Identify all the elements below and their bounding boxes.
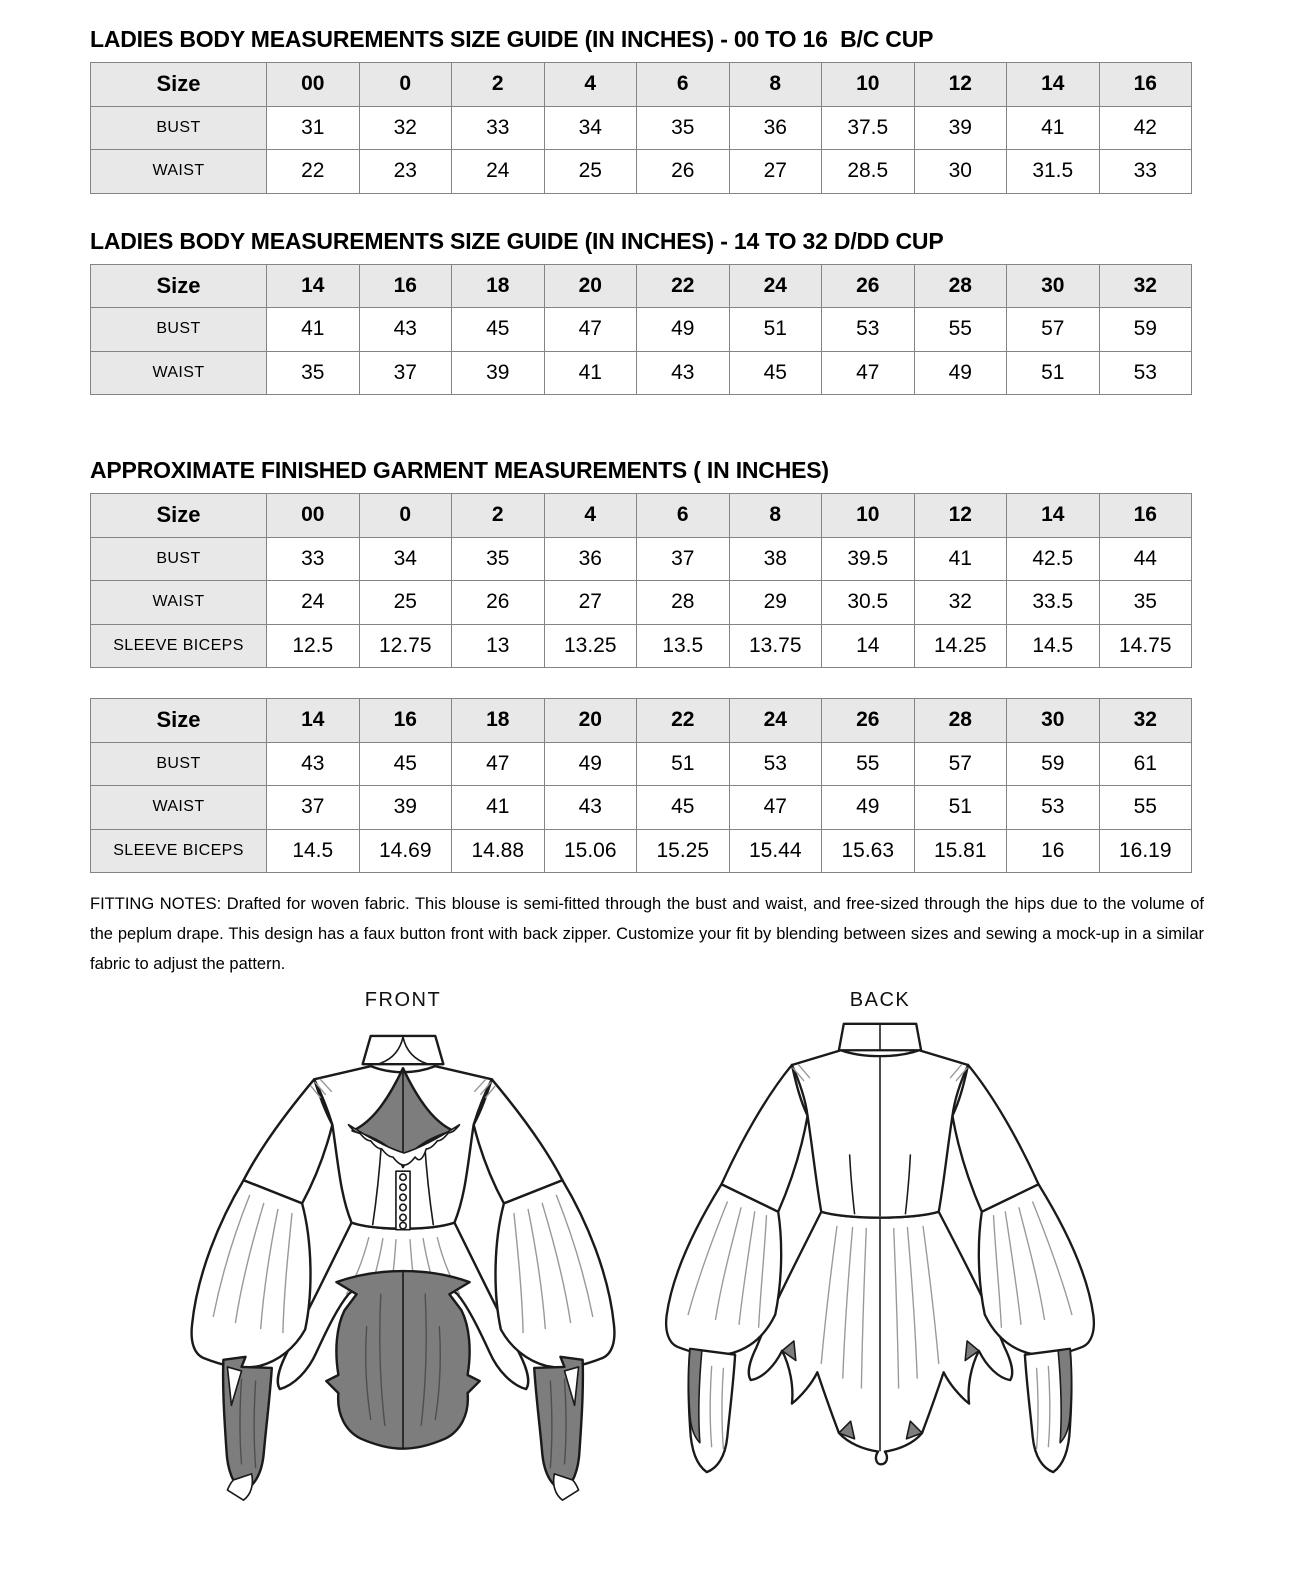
measurement-cell: 55 [822,742,915,786]
measurement-cell: 14.5 [1007,624,1100,668]
size-column-header: 8 [729,494,822,538]
measurement-cell: 32 [914,581,1007,625]
measurement-cell: 53 [1099,351,1192,395]
measurement-row [91,829,1192,873]
button-icon [400,1194,406,1200]
size-column-header: 2 [452,494,545,538]
measurement-row-label: WAIST [91,581,267,625]
fitting-notes: FITTING NOTES: Drafted for woven fabric. This blouse is semi-fitted through the bust and waist, and free-sized through the hips due to the volume of the peplum drape. This design has a faux button front with back zipper. Customize your fit by blending between sizes and sewing a mock-up in a similar fabric to adjust the pattern. [90,895,1204,973]
measurement-row-label: BUST [91,742,267,786]
measurement-cell: 37 [637,537,730,581]
size-column-header: 14 [1007,494,1100,538]
measurement-cell: 16 [1007,829,1100,873]
measurement-cell: 35 [637,106,730,150]
measurement-cell: 14.88 [452,829,545,873]
measurement-cell: 38 [729,537,822,581]
measurement-cell: 15.44 [729,829,822,873]
measurement-cell: 26 [452,581,545,625]
measurement-row [91,537,1192,581]
size-column-header: 32 [1099,699,1192,743]
size-column-header: 6 [637,494,730,538]
size-column-header: 28 [914,264,1007,308]
size-column-header: 6 [637,63,730,107]
measurement-cell: 55 [1099,786,1192,830]
size-header-row [91,264,1192,308]
size-label-header: Size [91,494,267,538]
measurement-cell: 51 [729,308,822,352]
measurement-cell: 34 [544,106,637,150]
measurement-cell: 57 [914,742,1007,786]
section-title-finished-garment: APPROXIMATE FINISHED GARMENT MEASUREMENTS ( IN INCHES) [90,457,829,483]
measurement-cell: 15.63 [822,829,915,873]
measurement-cell: 45 [729,351,822,395]
finished-garment-table-14-32 [90,698,1192,873]
button-icon [400,1214,406,1220]
measurement-cell: 47 [452,742,545,786]
button-icon [400,1174,406,1180]
size-column-header: 26 [822,699,915,743]
front-peplum [278,1223,528,1449]
garment-illustrations [90,989,1208,1516]
measurement-cell: 12.75 [359,624,452,668]
measurement-cell: 44 [1099,537,1192,581]
finished-garment-section [90,457,1208,668]
measurement-cell: 49 [822,786,915,830]
size-header-row [91,494,1192,538]
measurement-cell: 39 [914,106,1007,150]
measurement-cell: 45 [637,786,730,830]
back-bodice [792,1024,968,1218]
measurement-row-label: BUST [91,537,267,581]
front-left-bell-flounce [192,1180,311,1367]
measurement-cell: 42.5 [1007,537,1100,581]
measurement-cell: 41 [1007,106,1100,150]
size-column-header: 28 [914,699,1007,743]
measurement-cell: 41 [267,308,360,352]
measurement-cell: 45 [359,742,452,786]
size-header-row [91,63,1192,107]
size-column-header: 10 [822,494,915,538]
measurement-cell: 39 [359,786,452,830]
size-label-header: Size [91,63,267,107]
size-column-header: 22 [637,699,730,743]
measurement-cell: 55 [914,308,1007,352]
size-column-header: 0 [359,494,452,538]
measurement-cell: 36 [729,106,822,150]
measurement-cell: 53 [1007,786,1100,830]
finished-garment-extended-section [90,698,1208,873]
measurement-cell: 23 [359,150,452,194]
size-column-header: 14 [267,699,360,743]
measurement-cell: 51 [1007,351,1100,395]
measurement-cell: 14.25 [914,624,1007,668]
measurement-cell: 24 [452,150,545,194]
measurement-cell: 53 [729,742,822,786]
measurement-cell: 34 [359,537,452,581]
section-title-bc-cup: LADIES BODY MEASUREMENTS SIZE GUIDE (IN INCHES) - 00 TO 16 B/C CUP [90,26,934,52]
measurement-cell: 16.19 [1099,829,1192,873]
measurement-cell: 14 [822,624,915,668]
body-measurements-bc-cup-table [90,62,1192,194]
measurement-row-label: SLEEVE BICEPS [91,829,267,873]
measurement-cell: 12.5 [267,624,360,668]
measurement-cell: 37.5 [822,106,915,150]
measurement-cell: 36 [544,537,637,581]
measurement-cell: 24 [267,581,360,625]
size-column-header: 20 [544,264,637,308]
measurement-cell: 39 [452,351,545,395]
size-column-header: 16 [359,264,452,308]
front-right-bell-flounce [496,1180,615,1367]
front-view-figure [183,989,623,1516]
size-column-header: 32 [1099,264,1192,308]
measurement-cell: 57 [1007,308,1100,352]
size-column-header: 30 [1007,264,1100,308]
measurement-cell: 33 [452,106,545,150]
measurement-cell: 41 [452,786,545,830]
measurement-cell: 31.5 [1007,150,1100,194]
measurement-cell: 37 [267,786,360,830]
measurement-row [91,106,1192,150]
measurement-row [91,581,1192,625]
size-column-header: 24 [729,264,822,308]
measurement-cell: 35 [267,351,360,395]
size-column-header: 10 [822,63,915,107]
measurement-row [91,742,1192,786]
size-column-header: 18 [452,699,545,743]
measurement-cell: 59 [1007,742,1100,786]
button-icon [400,1204,406,1210]
measurement-row [91,351,1192,395]
front-view-label: FRONT [364,989,442,1011]
measurement-cell: 59 [1099,308,1192,352]
measurement-cell: 31 [267,106,360,150]
measurement-cell: 39.5 [822,537,915,581]
measurement-row [91,786,1192,830]
measurement-cell: 22 [267,150,360,194]
size-column-header: 14 [1007,63,1100,107]
size-column-header: 12 [914,63,1007,107]
size-label-header: Size [91,699,267,743]
back-view-figure [645,989,1115,1478]
measurement-cell: 47 [544,308,637,352]
measurement-cell: 51 [914,786,1007,830]
measurement-cell: 27 [729,150,822,194]
measurement-cell: 28 [637,581,730,625]
measurement-cell: 47 [729,786,822,830]
section-title-ddd-cup: LADIES BODY MEASUREMENTS SIZE GUIDE (IN INCHES) - 14 TO 32 D/DD CUP [90,227,944,254]
size-column-header: 16 [1099,494,1192,538]
size-column-header: 4 [544,63,637,107]
measurement-cell: 41 [544,351,637,395]
measurement-cell: 13.25 [544,624,637,668]
size-column-header: 26 [822,264,915,308]
size-column-header: 22 [637,264,730,308]
measurement-cell: 41 [914,537,1007,581]
measurement-cell: 15.81 [914,829,1007,873]
measurement-cell: 37 [359,351,452,395]
size-column-header: 8 [729,63,822,107]
body-measurements-ddd-cup-table [90,264,1192,396]
button-icon [400,1184,406,1190]
measurement-cell: 14.5 [267,829,360,873]
size-column-header: 00 [267,494,360,538]
size-label-header: Size [91,264,267,308]
size-header-row [91,699,1192,743]
measurement-cell: 14.75 [1099,624,1192,668]
size-column-header: 2 [452,63,545,107]
measurement-cell: 26 [637,150,730,194]
measurement-cell: 43 [267,742,360,786]
measurement-cell: 30 [914,150,1007,194]
measurement-row [91,150,1192,194]
measurement-cell: 13.5 [637,624,730,668]
button-icon [400,1222,406,1228]
measurement-row [91,308,1192,352]
measurement-cell: 35 [1099,581,1192,625]
back-view-label: BACK [849,989,911,1011]
measurement-row-label: WAIST [91,351,267,395]
measurement-cell: 35 [452,537,545,581]
measurement-row-label: BUST [91,106,267,150]
measurement-cell: 33 [267,537,360,581]
measurement-cell: 51 [637,742,730,786]
measurement-row-label: WAIST [91,150,267,194]
measurement-cell: 47 [822,351,915,395]
size-column-header: 00 [267,63,360,107]
measurement-cell: 29 [729,581,822,625]
measurement-cell: 28.5 [822,150,915,194]
measurement-row-label: SLEEVE BICEPS [91,624,267,668]
measurement-cell: 43 [544,786,637,830]
measurement-cell: 25 [359,581,452,625]
measurement-cell: 42 [1099,106,1192,150]
body-measurements-ddd-cup-section [90,228,1208,396]
size-column-header: 18 [452,264,545,308]
size-column-header: 12 [914,494,1007,538]
front-bodice [311,1036,495,1230]
measurement-cell: 49 [914,351,1007,395]
measurement-cell: 49 [544,742,637,786]
measurement-row-label: WAIST [91,786,267,830]
measurement-row-label: BUST [91,308,267,352]
measurement-cell: 32 [359,106,452,150]
measurement-cell: 43 [637,351,730,395]
measurement-cell: 15.25 [637,829,730,873]
size-column-header: 0 [359,63,452,107]
size-column-header: 14 [267,264,360,308]
measurement-cell: 33 [1099,150,1192,194]
body-measurements-bc-cup-section [90,26,1208,194]
size-column-header: 30 [1007,699,1100,743]
size-column-header: 16 [1099,63,1192,107]
measurement-cell: 49 [637,308,730,352]
size-column-header: 16 [359,699,452,743]
measurement-cell: 53 [822,308,915,352]
measurement-cell: 13.75 [729,624,822,668]
measurement-cell: 45 [452,308,545,352]
measurement-cell: 27 [544,581,637,625]
size-column-header: 4 [544,494,637,538]
measurement-row [91,624,1192,668]
size-column-header: 20 [544,699,637,743]
measurement-cell: 33.5 [1007,581,1100,625]
measurement-cell: 25 [544,150,637,194]
measurement-cell: 61 [1099,742,1192,786]
measurement-cell: 14.69 [359,829,452,873]
measurement-cell: 43 [359,308,452,352]
measurement-cell: 30.5 [822,581,915,625]
size-column-header: 24 [729,699,822,743]
measurement-cell: 13 [452,624,545,668]
back-peplum [749,1212,1012,1465]
back-garment-illustration [645,1016,1115,1478]
finished-garment-table-00-16 [90,493,1192,668]
measurement-cell: 15.06 [544,829,637,873]
front-garment-illustration [183,1016,623,1516]
